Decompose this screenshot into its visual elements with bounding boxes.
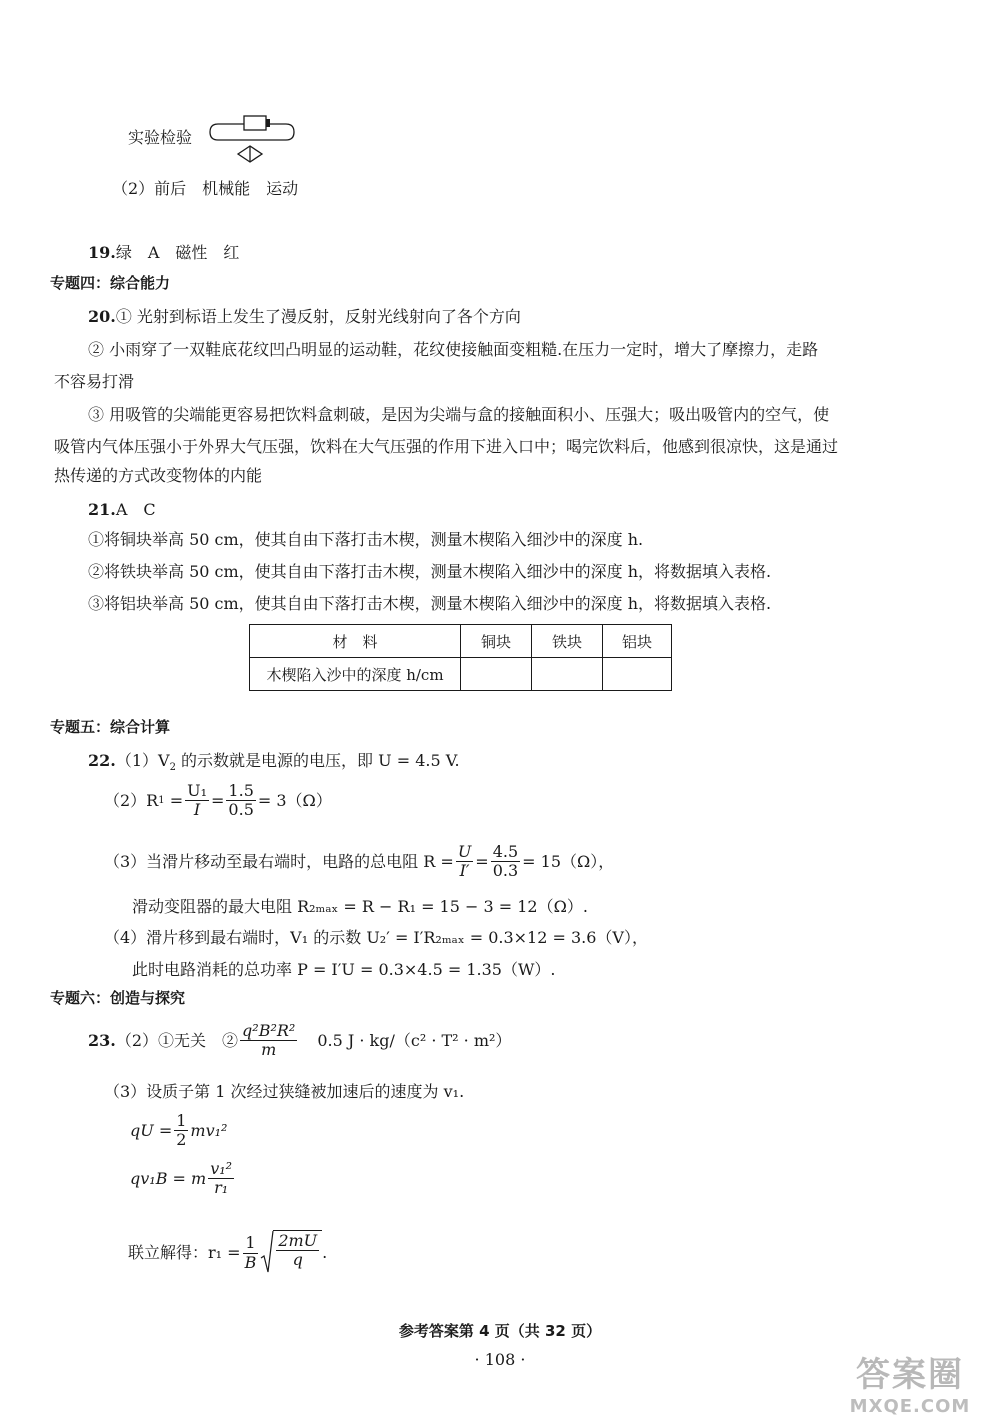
q22-p4-line2: 此时电路消耗的总功率 P = I′U = 0.3×4.5 = 1.35（W）. (132, 960, 556, 979)
q21-step3: ③将铝块举高 50 cm，使其自由下落打击木楔，测量木楔陷入细沙中的深度 h，将数据填入表格. (88, 594, 772, 613)
frac-den: 0.3 (492, 861, 519, 881)
q22-p3-frac1 (456, 843, 473, 881)
experiment-label: 实验检验 (128, 128, 193, 147)
frac-num: 4.5 (492, 842, 519, 861)
experiment-line2: （2）前后 机械能 运动 (112, 179, 299, 198)
q22-p1-post: 的示数就是电源的电压，即 U = 4.5 V. (175, 751, 460, 770)
q22-p3-post: = 15（Ω）， (522, 852, 615, 872)
q19 (88, 243, 239, 262)
q22-p1-pre: （1）V (115, 751, 170, 770)
frac-den: I′ (459, 861, 470, 881)
q23-p2-pre: （2）①无关 ② (115, 1031, 239, 1051)
eq1-frac (174, 1112, 188, 1150)
q22-part1 (88, 751, 460, 774)
frac-den: q (292, 1250, 303, 1270)
table-row (250, 625, 672, 658)
eq2-lhs: qv₁B = m (130, 1169, 207, 1189)
frac-den: B (244, 1252, 257, 1272)
q21-number: 21. (88, 500, 116, 519)
q20-item3a: ③ 用吸管的尖端能更容易把饮料盒刺破，是因为尖端与盒的接触面积小、压强大；吸出吸管内的空气，使 (88, 405, 830, 424)
q22-p4-line1: （4）滑片移到最右端时，V₁ 的示数 U₂′ = I′R₂ₘₐₓ = 0.3×12 = 3.6（V）， (104, 928, 648, 947)
q23-eq1 (130, 1112, 227, 1150)
eq1-rhs: mv₁² (190, 1121, 228, 1141)
q22-p2-frac2 (226, 782, 255, 820)
table-header-aluminum: 铝块 (603, 625, 672, 658)
q21-step2: ②将铁块举高 50 cm，使其自由下落打击木楔，测量木楔陷入细沙中的深度 h，将数据填入表格. (88, 562, 772, 581)
q20-item3c: 热传递的方式改变物体的内能 (54, 466, 263, 485)
q21-answer: A C (115, 500, 156, 519)
table-row-label: 木楔陷入沙中的深度 h/cm (250, 658, 461, 691)
q22-number: 22. (88, 751, 116, 770)
watermark-bottom: MXQE.COM (849, 1396, 971, 1417)
table-header-copper: 铜块 (461, 625, 532, 658)
table-row (250, 658, 672, 691)
frac-den: m (261, 1040, 277, 1060)
frac-num: 2mU (278, 1231, 318, 1250)
q23-p3-line: （3）设质子第 1 次经过狭缝被加速后的速度为 v₁. (104, 1082, 465, 1101)
footer-page-label: 参考答案第 4 页（共 32 页） (398, 1322, 602, 1340)
eq3-radicand (273, 1230, 322, 1276)
q20-item2a: ② 小雨穿了一双鞋底花纹凹凸明显的运动鞋，花纹使接触面变粗糙.在压力一定时，增大了摩擦力，走路 (88, 340, 819, 359)
q19-number: 19. (88, 243, 116, 262)
q22-p2-post: = 3（Ω） (257, 791, 332, 811)
table-cell-aluminum (603, 658, 672, 691)
frac-den: r₁ (214, 1178, 229, 1198)
watermark-logo (825, 1355, 995, 1423)
q22-p3-pre: （3）当滑片移动至最右端时，电路的总电阻 R = (104, 852, 454, 872)
eq3-lhs: 联立解得：r₁ = (128, 1243, 241, 1263)
frac-num: q²B²R² (242, 1021, 296, 1040)
q22-part3: （3）当滑片移动至最右端时，电路的总电阻 R = $\frac{U}{I'}$ = $\frac{4.5}{0.3}$ = 15（Ω）， (104, 842, 615, 881)
q23-eq3 (128, 1230, 327, 1276)
q20-number: 20. (88, 307, 116, 326)
q19-answer: 绿 A 磁性 红 (115, 243, 240, 262)
q21-answer-line (88, 500, 156, 519)
frac-num: U₁ (187, 781, 208, 800)
frac-num: 1.5 (228, 781, 254, 800)
frac-num: 1 (245, 1233, 256, 1253)
q22-p3-frac2 (491, 843, 520, 881)
circuit-diagram (208, 102, 298, 168)
q23-p2-unit: 0.5 J · kg/（c² · T² · m²） (317, 1031, 512, 1051)
frac-den: 0.5 (228, 800, 254, 820)
eq1-lhs: qU = (130, 1121, 173, 1141)
q22-p2-frac1 (185, 782, 209, 820)
q22-p1-sub: 2 (169, 762, 176, 773)
q21-step1: ①将铜块举高 50 cm，使其自由下落打击木楔，测量木楔陷入细沙中的深度 h. (88, 530, 644, 549)
q23-p2-frac (240, 1022, 297, 1060)
eq3-end: . (322, 1243, 328, 1263)
footer-page-number: · 108 · (474, 1350, 526, 1369)
frac-num: 1 (176, 1111, 187, 1130)
table-header-iron: 铁块 (532, 625, 603, 658)
q22-p2-sub: 1 (158, 794, 165, 806)
q22-part2: （2）R 1 = $\frac{\text{U₁}}{I}$ = $\frac{1.5}{0.5}$ = 3（Ω） (104, 781, 332, 820)
q20-item1-text: ① 光射到标语上发生了漫反射，反射光线射向了各个方向 (115, 307, 521, 326)
q20-item3b: 吸管内气体压强小于外界大气压强，饮料在大气压强的作用下进入口中；喝完饮料后，他感到很凉快，这是通过 (54, 437, 839, 456)
frac-den: I (193, 800, 201, 820)
section4-title: 专题四：综合能力 (50, 274, 171, 292)
q23-part2 (88, 1022, 511, 1060)
watermark-top: 答案圈 (856, 1355, 964, 1395)
materials-table (249, 624, 672, 691)
table-header-material: 材 料 (250, 625, 461, 658)
eq3-frac (243, 1234, 259, 1272)
eq2-frac (208, 1160, 234, 1198)
q23-eq2 (130, 1160, 236, 1198)
frac-num: v₁² (210, 1159, 233, 1178)
q22-p3-line2: 滑动变阻器的最大电阻 R₂ₘₐₓ = R − R₁ = 15 − 3 = 12（Ω）. (132, 897, 588, 916)
section5-title: 专题五：综合计算 (50, 718, 171, 736)
frac-num: U (457, 842, 472, 861)
q20-item2b: 不容易打滑 (54, 372, 135, 391)
q20-item1 (88, 307, 521, 326)
q22-p2-pre: （2）R (104, 791, 159, 811)
frac-den: 2 (176, 1130, 187, 1150)
table-cell-copper (461, 658, 532, 691)
q23-number: 23. (88, 1031, 116, 1051)
table-cell-iron (532, 658, 603, 691)
section6-title: 专题六：创造与探究 (50, 989, 186, 1007)
sqrt-icon (260, 1230, 322, 1276)
